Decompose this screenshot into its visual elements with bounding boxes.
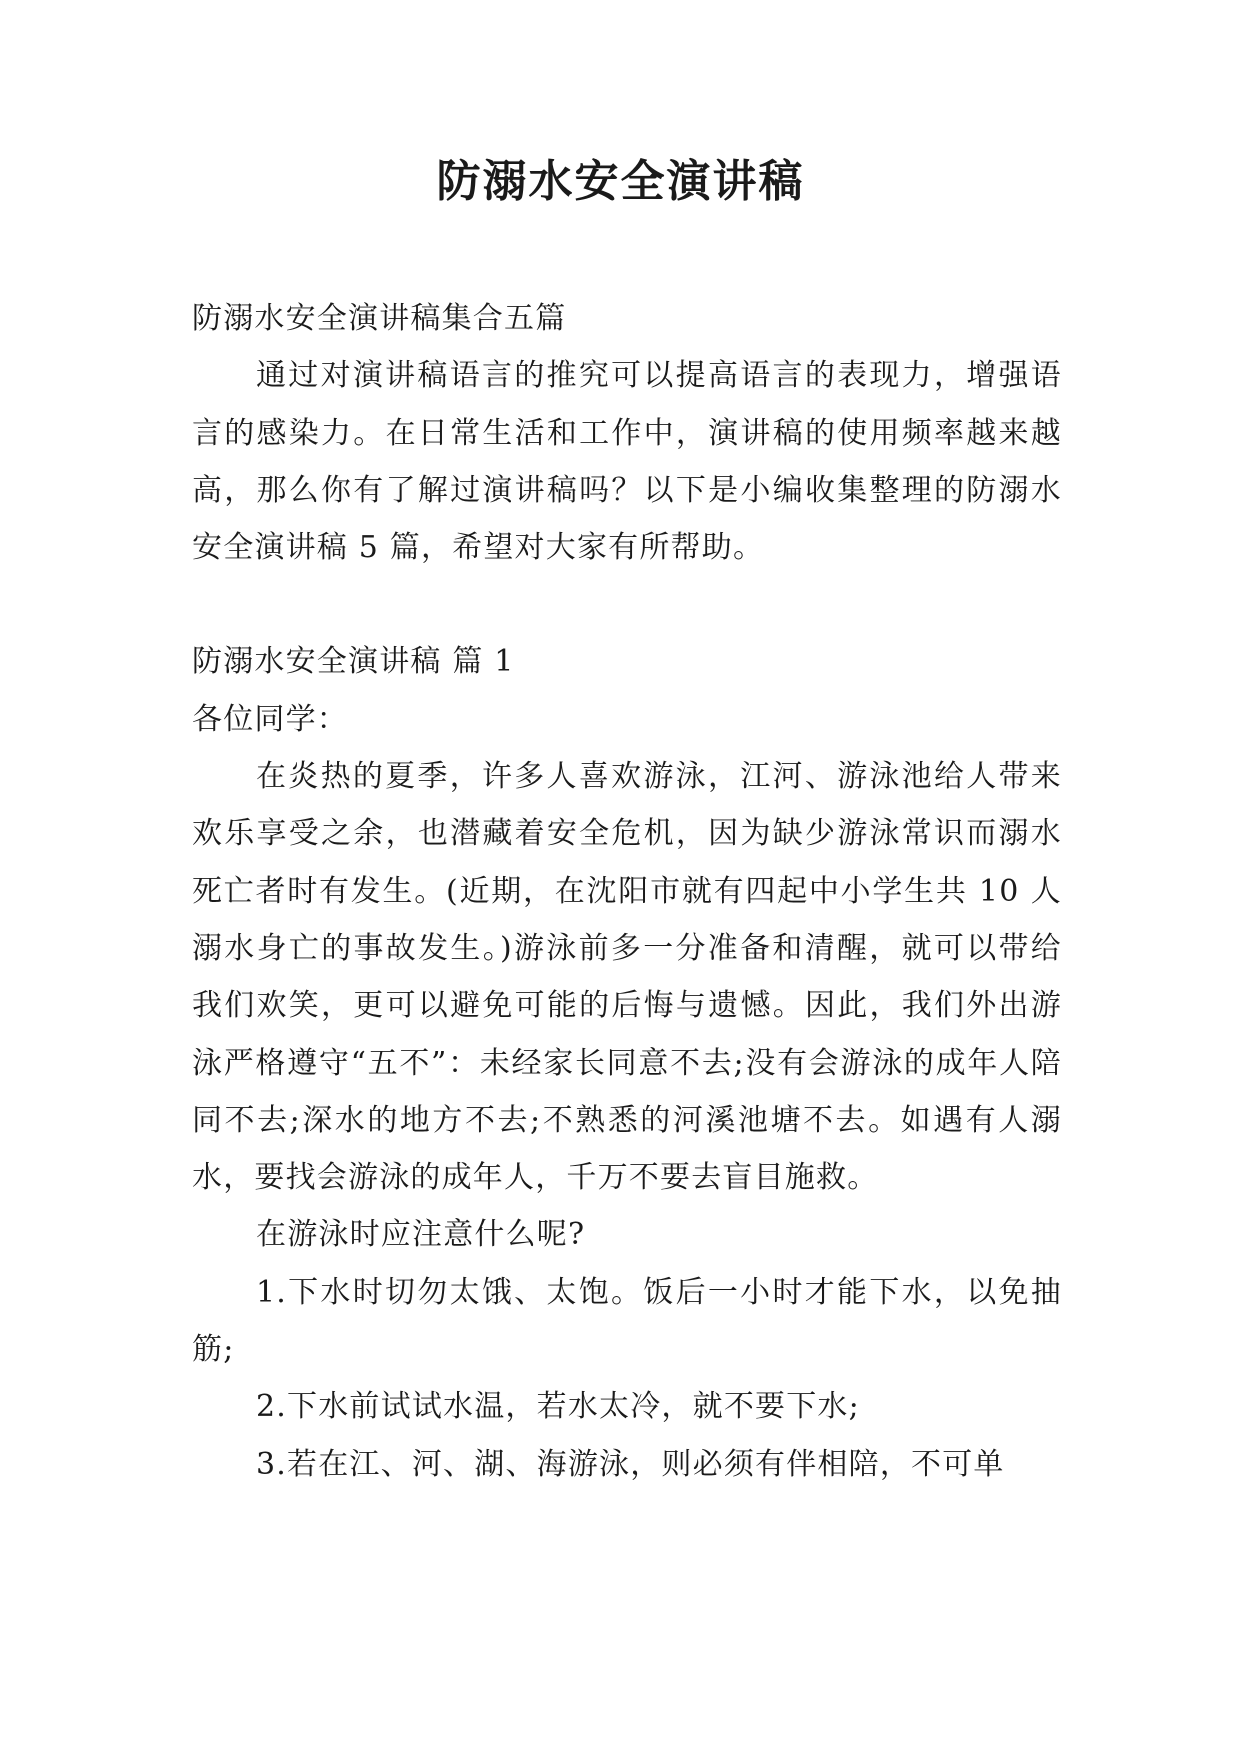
list-item: 2.下水前试试水温，若水太冷，就不要下水; (256, 1389, 860, 1425)
paragraph: 在炎热的夏季，许多人喜欢游泳，江河、游泳池给人带来欢乐享受之余，也潜藏着安全危机，因为缺少游泳常识而溺水死亡者时有发生。(近期，在沈阳市就有四起中小学生共 10 人溺水身亡的事故发生。)游泳前多一分准备和清醒，就可以带给我们欢笑，更可以避免可能的后悔与遗憾。因此，我们外出游泳严格遵守“五不”：未经家长同意不去;没有会游泳的成年人陪同不去;深水的地方不去;不熟悉的河溪池塘不去。如遇有人溺水，要找会游泳的成年人，千万不要去盲目施救。 (192, 759, 1062, 1196)
section-heading: 防溺水安全演讲稿 篇 1 (192, 644, 515, 680)
paragraph: 防溺水安全演讲稿集合五篇 (192, 301, 567, 336)
paragraph-gap (192, 576, 1062, 633)
paragraph: 通过对演讲稿语言的推究可以提高语言的表现力，增强语言的感染力。在日常生活和工作中，演讲稿的使用频率越来越高，那么你有了解过演讲稿吗？以下是小编收集整理的防溺水安全演讲稿 5 篇，希望对大家有所帮助。 (192, 358, 1062, 566)
paragraph: 在游泳时应注意什么呢? (256, 1217, 586, 1253)
document-title: 防溺水安全演讲稿 (436, 156, 805, 207)
document-body (192, 290, 1062, 1493)
salutation: 各位同学： (192, 701, 348, 737)
list-item: 1.下水时切勿太饿、太饱。饭后一小时才能下水，以免抽筋; (192, 1274, 1062, 1368)
list-item: 3.若在江、河、湖、海游泳，则必须有伴相陪，不可单 (256, 1446, 1005, 1482)
